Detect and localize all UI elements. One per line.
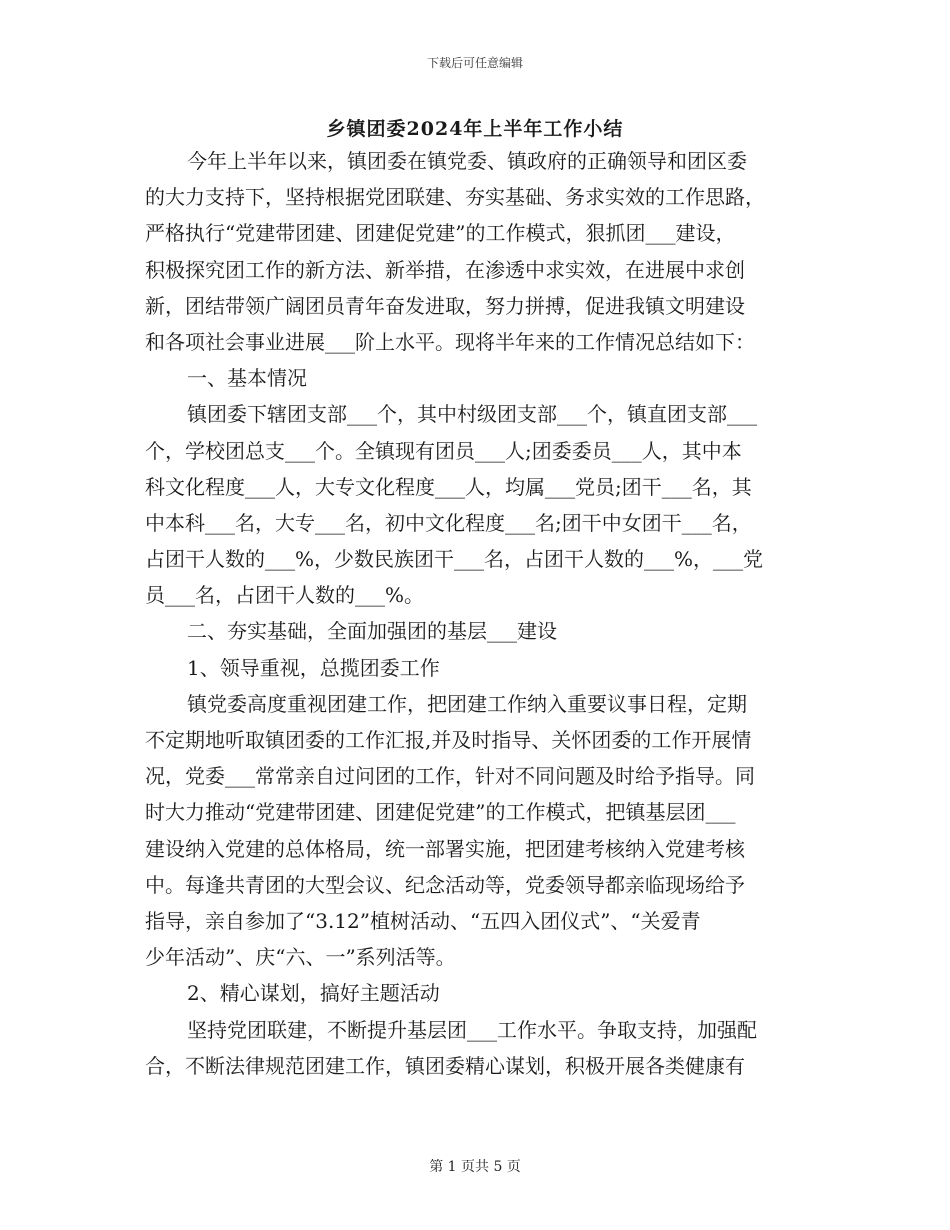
page-footer: 第 1 页共 5 页 <box>429 1159 521 1175</box>
body-line: 员___名，占团干人数的___%。 <box>145 583 425 608</box>
body-line: 科文化程度___人，大专文化程度___人，均属___党员;团干___名，其 <box>145 474 752 499</box>
body-line: 二、夯实基础，全面加强团的基层___建设 <box>187 619 557 644</box>
body-line: 中本科___名，大专___名，初中文化程度___名;团干中女团干___名， <box>145 510 752 535</box>
body-line: 时大力推动“党建带团建、团建促党建”的工作模式，把镇基层团___ <box>145 800 736 825</box>
body-line: 今年上半年以来，镇团委在镇党委、镇政府的正确领导和团区委 <box>187 149 747 173</box>
body-line: 少年活动”、庆“六、一”系列活等。 <box>145 945 456 970</box>
body-line: 一、基本情况 <box>187 366 307 391</box>
body-line: 新，团结带领广阔团员青年奋发进取，努力拼搏，促进我镇文明建设 <box>145 293 745 318</box>
body-line: 1、领导重视，总揽团委工作 <box>187 655 440 680</box>
body-line: 指导，亲自参加了“3.12”植树活动、“五四入团仪式”、“关爱青 <box>145 908 701 933</box>
body-line: 合，不断法律规范团建工作，镇团委精心谋划，积极开展各类健康有 <box>145 1053 745 1078</box>
header-note: 下载后可任意编辑 <box>426 56 523 70</box>
body-line: 积极探究团工作的新方法、新举措，在渗透中求实效，在进展中求创 <box>145 257 745 282</box>
document-title: 乡镇团委2024年上半年工作小结 <box>326 118 624 140</box>
document-body <box>145 143 813 1084</box>
body-line: 况，党委___常常亲自过问团的工作，针对不同问题及时给予指导。同 <box>145 764 755 789</box>
body-line: 建设纳入党建的总体格局，统一部署实施，把团建考核纳入党建考核 <box>145 836 745 861</box>
body-line: 坚持党团联建，不断提升基层团___工作水平。争取支持，加强配 <box>187 1017 757 1042</box>
body-line: 中。每逢共青团的大型会议、纪念活动等，党委领导都亲临现场给予 <box>145 872 745 897</box>
body-line: 严格执行“党建带团建、团建促党建”的工作模式，狠抓团___建设， <box>145 221 736 246</box>
body-line: 个，学校团总支___个。全镇现有团员___人;团委委员___人，其中本 <box>145 438 742 463</box>
body-line: 镇团委下辖团支部___个，其中村级团支部___个，镇直团支部___ <box>187 402 757 427</box>
body-line: 占团干人数的___%，少数民族团干___名，占团干人数的___%，___党 <box>145 547 764 572</box>
body-line: 镇党委高度重视团建工作，把团建工作纳入重要议事日程，定期 <box>187 691 747 716</box>
body-line: 的大力支持下，坚持根据党团联建、夯实基础、务求实效的工作思路， <box>145 185 765 210</box>
body-line: 不定期地听取镇团委的工作汇报,并及时指导、关怀团委的工作开展情 <box>145 728 752 752</box>
body-line: 和各项社会事业进展___阶上水平。现将半年来的工作情况总结如下： <box>145 329 755 354</box>
body-line: 2、精心谋划，搞好主题活动 <box>187 981 440 1006</box>
